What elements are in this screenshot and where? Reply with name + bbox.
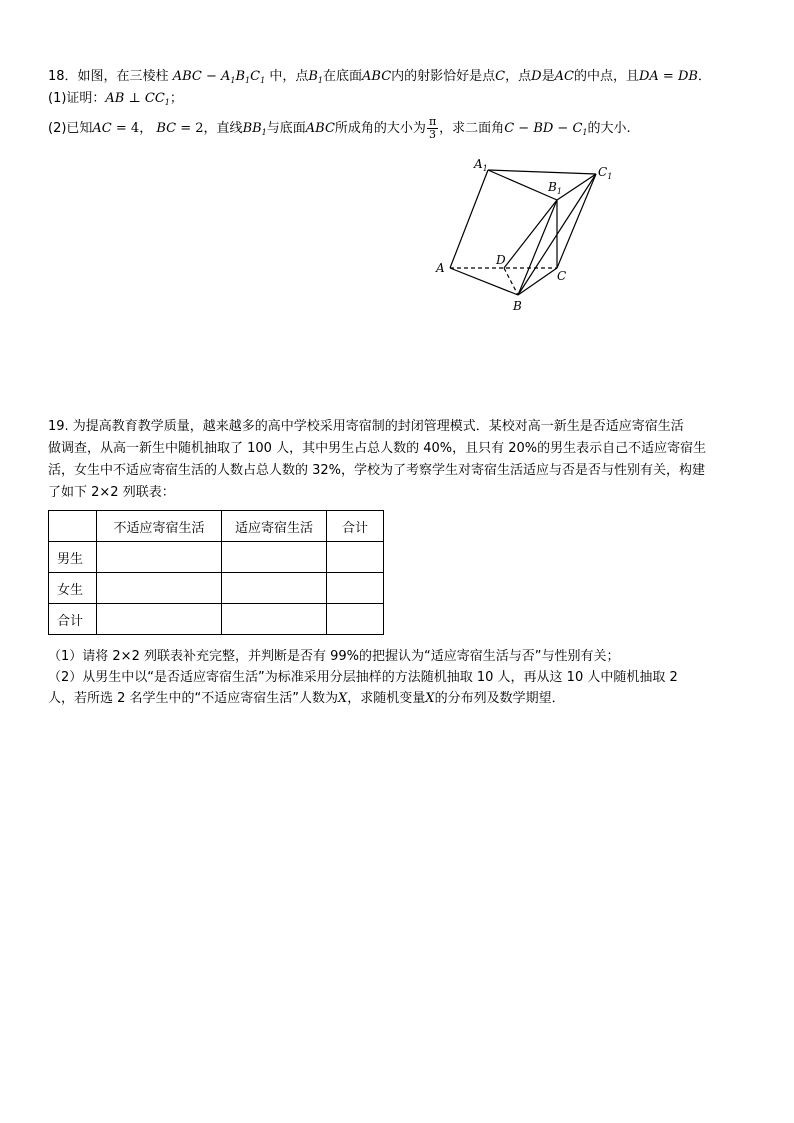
table-header-cell: 合计 [327,511,384,542]
edge-d-b1 [504,200,557,268]
row-label-total: 合计 [49,604,97,635]
row-label-female: 女生 [49,573,97,604]
q19-line2: 做调查，从高一新生中随机抽取了 100 人，其中男生占总人数的 40%，且只有 20%的男生表示自己不适应寄宿生 [48,441,707,456]
label-c: C [557,269,567,283]
table-cell [97,542,222,573]
table-cell [97,573,222,604]
label-d: D [496,253,506,267]
row-label-male: 男生 [49,542,97,573]
q18-number-text: 18．如图，在三棱柱 [48,69,169,84]
table-cell [97,604,222,635]
table-cell [327,573,384,604]
q19-line4: 了如下 2×2 列联表： [48,485,175,500]
table-header-cell [49,511,97,542]
q18-part2: (2)已知AC = 4， BC = 2，直线$BB_1$与底面ABC所成角的大小为 $\frac{\pi}{3}$ ，求二面角C − BD − $C_1$的大小. [48,115,631,141]
table-row [49,573,384,604]
q19-part2-line2: 人，若所选 2 名学生中的“不适应寄宿生活”人数为X，求随机变量X的分布列及数学期望． [48,691,565,706]
edge-c-c1 [557,174,596,268]
q19-line1: 19. 为提高教育教学质量，越来越多的高中学校采用寄宿制的封闭管理模式．某校对高一新生是否适应寄宿生活 [48,419,684,434]
q19-part2-line1: （2）从男生中以“是否适应寄宿生活”为标准采用分层抽样的方法随机抽取 10 人，再从这 10 人中随机抽取 2 [48,670,678,685]
edge-a1-b1 [488,170,557,200]
table-row [49,604,384,635]
table-header-cell: 不适应寄宿生活 [97,511,222,542]
edge-a-b [450,268,518,295]
q18-stem: 18．如图，在三棱柱 ABC − $A_1B_1C_1$ 中，点$B_1$在底面ABC内的射影恰好是点C，点D是AC的中点，且DA = DB． [48,69,711,85]
contingency-table [48,510,384,635]
table-header-row [49,511,384,542]
label-c1: $C_1$ [598,165,613,181]
edge-a1-c1 [488,170,596,174]
label-b: B [513,299,522,313]
table-cell [222,542,327,573]
fraction-pi-over-3: $\frac{\pi}{3}$ [428,115,437,141]
table-row [49,542,384,573]
table-cell [222,604,327,635]
table-cell [222,573,327,604]
edge-a-a1 [450,170,488,268]
q19-part1: （1）请将 2×2 列联表补充完整，并判断是否有 99%的把握认为“适应寄宿生活与否”与性别有关； [48,649,620,664]
prism-bottom: ABC [172,69,202,84]
table-header-cell: 适应寄宿生活 [222,511,327,542]
label-a1: $A_1$ [474,157,488,173]
table-cell [327,542,384,573]
table-cell [327,604,384,635]
edge-b-b1 [518,200,557,295]
q19-line3: 活，女生中不适应寄宿生活的人数占总人数的 32%，学校为了考察学生对寄宿生活适应与否是否与性别有关，构建 [48,463,706,478]
label-a: A [436,261,445,275]
triangular-prism-figure [426,150,626,320]
q18-part1: (1)证明：AB ⊥ $CC_1$； [48,91,183,107]
edge-d-b-dashed [504,268,518,295]
label-b1: $B_1$ [548,180,562,196]
